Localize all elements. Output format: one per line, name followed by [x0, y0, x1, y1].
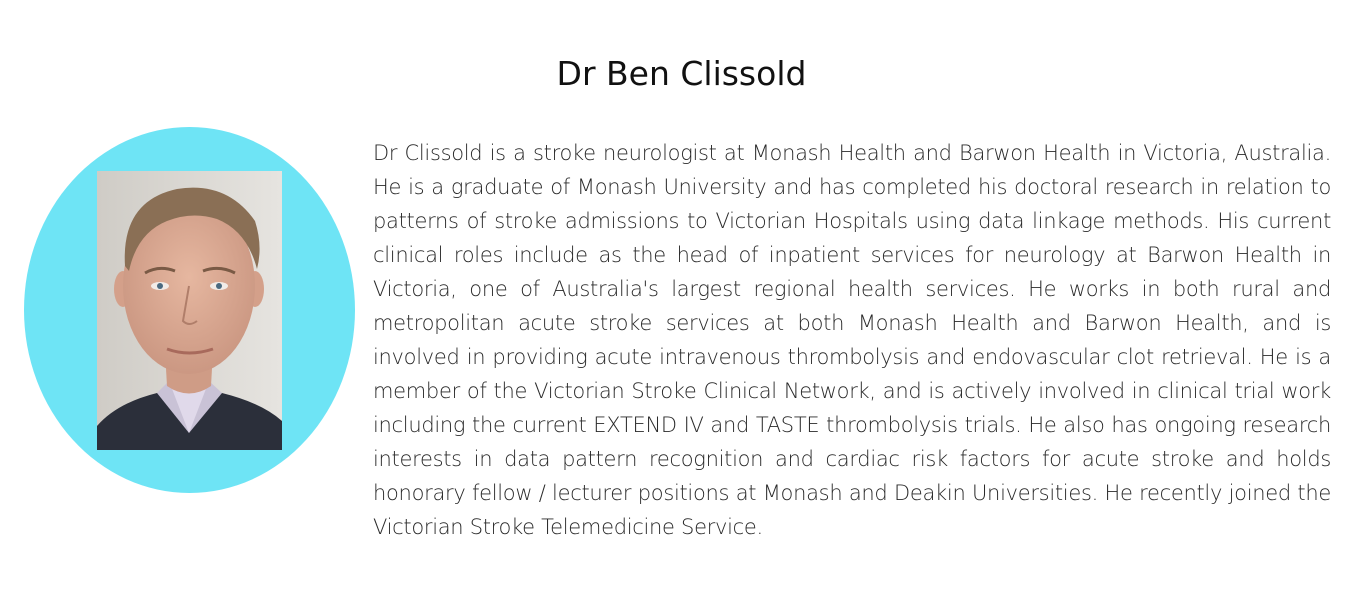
page-title: Dr Ben Clissold	[556, 54, 807, 93]
bio-text: Dr Clissold is a stroke neurologist at Monash Health and Barwon Health in Victoria, Australia. He is a graduate of Monash University and has completed his doctoral research in relation to patterns of stroke admissions to Victorian Hospitals using data linkage methods. His current clinical roles include as the head of inpatient services for neurology at Barwon Health in Victoria, one of Australia's largest regional health services. He works in both rural and metropolitan acute stroke services at both Monash Health and Barwon Health, and is involved in providing acute intravenous thrombolysis and endovascular clot retrieval. He is a member of the Victorian Stroke Clinical Network, and is actively involved in clinical trial work including the current EXTEND IV and TASTE thrombolysis trials. He also has ongoing research interests in data pattern recognition and cardiac risk factors for acute stroke and holds honorary fellow / lecturer positions at Monash and Deakin Universities. He recently joined the Victorian Stroke Telemedicine Service.	[373, 141, 1331, 539]
portrait-illustration	[97, 171, 282, 450]
portrait-photo	[97, 171, 282, 450]
